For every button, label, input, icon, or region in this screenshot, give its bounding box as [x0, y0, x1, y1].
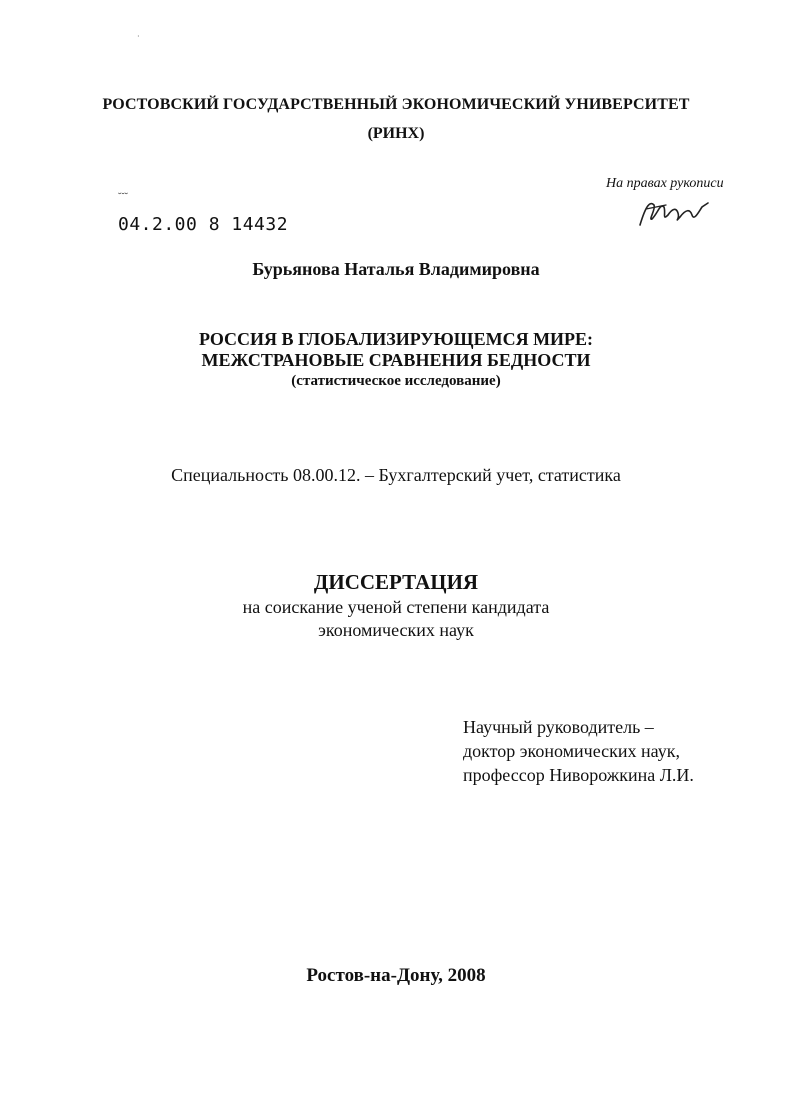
author-name: Бурьянова Наталья Владимировна: [252, 259, 540, 279]
university-abbreviation: (РИНХ): [367, 125, 425, 142]
stamp-marks: ˘˘˘: [118, 192, 128, 203]
supervisor-degree: доктор экономических наук,: [463, 741, 680, 761]
supervisor-label: Научный руководитель –: [463, 717, 654, 737]
dissertation-degree-line-1: на соискание ученой степени кандидата: [242, 597, 550, 617]
handwritten-signature: [636, 195, 712, 231]
scan-stray-mark: ·: [137, 32, 140, 41]
manuscript-rights-note: На правах рукописи: [606, 176, 724, 191]
title-subtitle: (статистическое исследование): [291, 373, 501, 389]
university-name: РОСТОВСКИЙ ГОСУДАРСТВЕННЫЙ ЭКОНОМИЧЕСКИЙ УНИВЕРСИТЕТ: [102, 96, 690, 113]
dissertation-heading: ДИССЕРТАЦИЯ: [313, 570, 479, 594]
specialty-line: Специальность 08.00.12. – Бухгалтерский учет, статистика: [171, 465, 621, 485]
title-line-1: РОССИЯ В ГЛОБАЛИЗИРУЮЩЕМСЯ МИРЕ:: [198, 329, 594, 349]
dissertation-degree-line-2: экономических наук: [318, 620, 474, 640]
supervisor-name: профессор Ниворожкина Л.И.: [463, 765, 694, 785]
title-line-2: МЕЖСТРАНОВЫЕ СРАВНЕНИЯ БЕДНОСТИ: [201, 350, 591, 370]
registry-stamp-number: 04.2.00 8 14432: [118, 214, 289, 235]
city-year: Ростов-на-Дону, 2008: [306, 965, 486, 986]
